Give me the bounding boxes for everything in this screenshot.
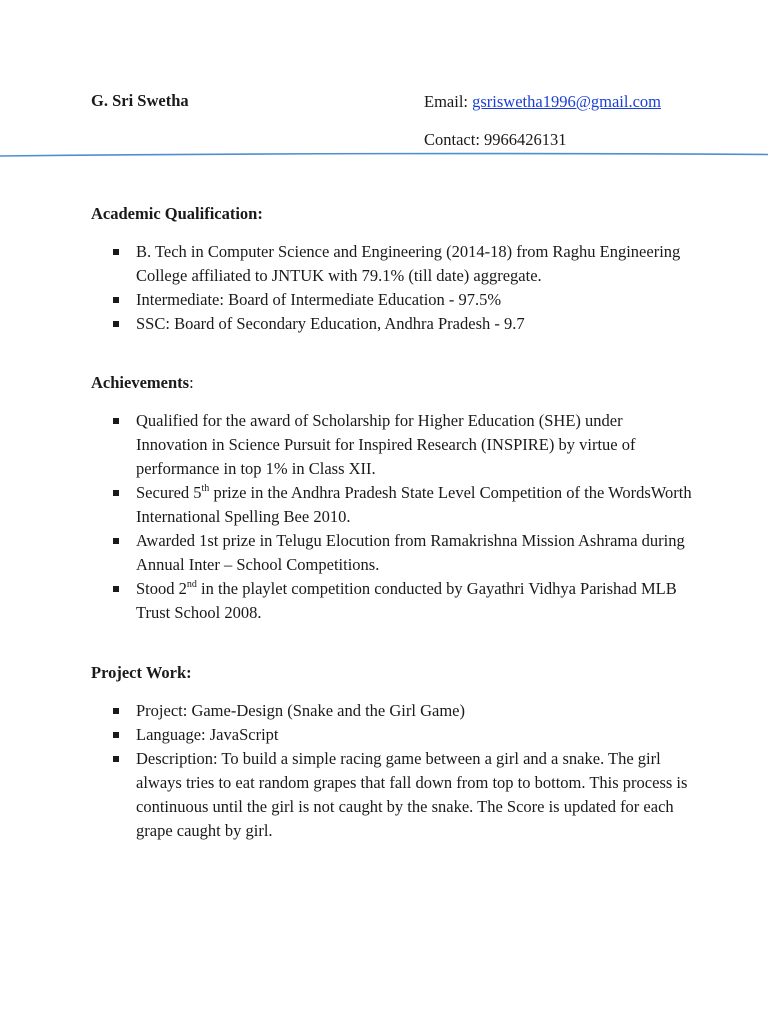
academic-list [112, 240, 692, 336]
achievements-title [91, 373, 194, 393]
achievements-list [112, 409, 692, 625]
academic-title: Academic Qualification: [91, 204, 263, 223]
contact-line [424, 130, 567, 150]
contact-label: Contact: [424, 130, 485, 149]
achievements-title-colon: : [189, 373, 194, 392]
item-text-pre: Stood 2 [136, 579, 187, 598]
project-list [112, 699, 692, 843]
email-label: Email: [424, 92, 473, 111]
list-item: Language: JavaScript [112, 723, 692, 747]
contact-number: 9966426131 [484, 130, 567, 149]
header-divider [0, 152, 768, 158]
list-item: SSC: Board of Secondary Education, Andhra Pradesh - 9.7 [112, 312, 692, 336]
list-item: Project: Game-Design (Snake and the Girl Game) [112, 699, 692, 723]
list-item [112, 481, 692, 529]
email-link[interactable]: gsriswetha1996@gmail.com [472, 92, 661, 111]
list-item: Intermediate: Board of Intermediate Education - 97.5% [112, 288, 692, 312]
candidate-name: G. Sri Swetha [91, 91, 189, 110]
project-title: Project Work: [91, 663, 192, 682]
item-text-pre: Secured 5 [136, 483, 202, 502]
achievements-title-text: Achievements [91, 373, 190, 392]
ordinal-suffix: nd [186, 578, 197, 590]
email-line [424, 92, 661, 112]
ordinal-suffix: th [201, 482, 210, 494]
list-item: B. Tech in Computer Science and Engineering (2014-18) from Raghu Engineering College affiliated to JNTUK with 79.1% (till date) aggregate. [112, 240, 692, 288]
list-item [112, 577, 692, 625]
list-item: Qualified for the award of Scholarship for Higher Education (SHE) under Innovation in Science Pursuit for Inspired Research (INSPIRE) by virtue of performance in top 1% in Class XII. [112, 409, 692, 481]
list-item: Awarded 1st prize in Telugu Elocution from Ramakrishna Mission Ashrama during Annual Inter – School Competitions. [112, 529, 692, 577]
item-text-post: prize in the Andhra Pradesh State Level Competition of the WordsWorth International Spelling Bee 2010. [136, 483, 692, 526]
list-item: Description: To build a simple racing game between a girl and a snake. The girl always tries to eat random grapes that fall down from top to bottom. This process is continuous until the girl is not caught by the snake. The Score is updated for each grape caught by girl. [112, 747, 692, 843]
item-text-post: in the playlet competition conducted by Gayathri Vidhya Parishad MLB Trust School 2008. [136, 579, 677, 622]
